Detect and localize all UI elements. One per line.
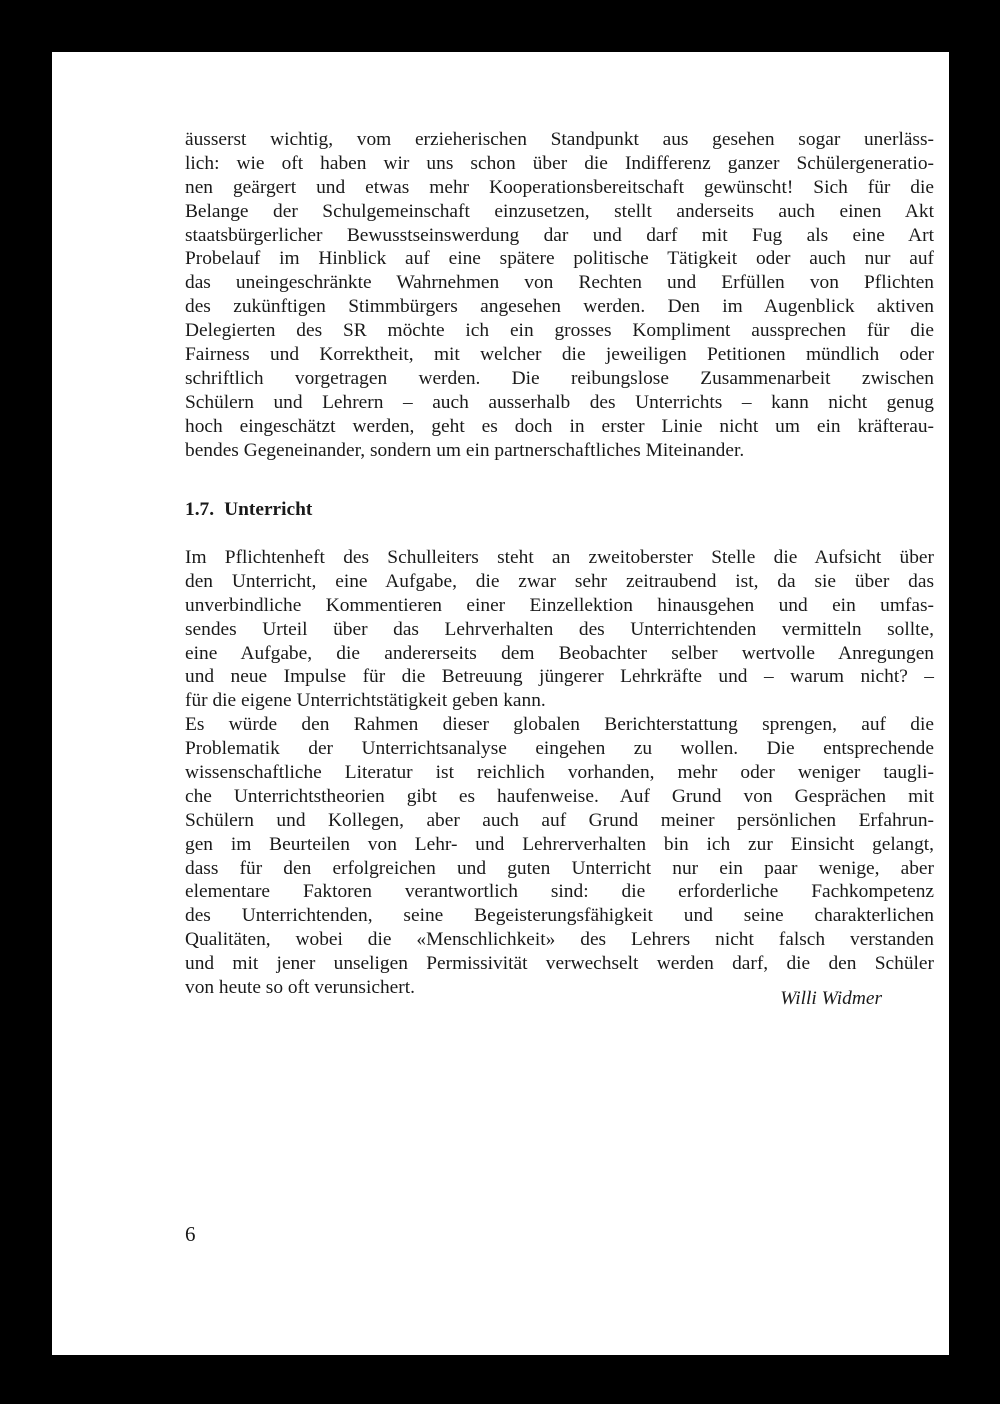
section-heading	[185, 498, 312, 522]
paragraph-line: Im Pflichtenheft des Schulleiters steht an zweitoberster Stelle die Aufsicht über	[185, 547, 934, 568]
author-signature: Willi Widmer	[780, 988, 882, 1009]
section-body	[185, 546, 934, 1000]
paragraph-line: schriftlich vorgetragen werden. Die reibungslose Zusammenarbeit zwischen	[185, 367, 934, 389]
paragraph-line: staatsbürgerlicher Bewusstseinswerdung dar und darf mit Fug als eine Art	[185, 224, 934, 246]
paragraph-line: Qualitäten, wobei die «Menschlichkeit» des Lehrers nicht falsch verstanden	[185, 929, 934, 951]
paragraph-line: und mit jener unseligen Permissivität verwechselt werden darf, die den Schüler	[185, 953, 934, 975]
paragraph-line: hoch eingeschätzt werden, geht es doch in erster Linie nicht um ein kräfterau-	[185, 415, 934, 437]
paragraph-line: gen im Beurteilen von Lehr- und Lehrerverhalten bin ich zur Einsicht gelangt,	[185, 833, 934, 855]
paragraph-line: dass für den erfolgreichen und guten Unterricht nur ein paar wenige, aber	[185, 857, 934, 879]
paragraph-line: Probelauf im Hinblick auf eine spätere politische Tätigkeit oder auch nur auf	[185, 248, 934, 270]
paragraph-line: eine Aufgabe, die andererseits dem Beobachter selber wertvolle Anregungen	[185, 642, 934, 664]
continued-paragraph	[185, 128, 934, 462]
paragraph-line: das uneingeschränkte Wahrnehmen von Rechten und Erfüllen von Pflichten	[185, 272, 934, 294]
document-page	[52, 52, 949, 1355]
paragraph-line: unverbindliche Kommentieren einer Einzellektion hinausgehen und ein umfas-	[185, 594, 934, 616]
paragraph-line: Schülern und Lehrern – auch ausserhalb des Unterrichts – kann nicht genug	[185, 391, 934, 413]
paragraph-line: äusserst wichtig, vom erzieherischen Standpunkt aus gesehen sogar unerläss-	[185, 129, 934, 150]
paragraph-line: elementare Faktoren verantwortlich sind: die erforderliche Fachkompetenz	[185, 881, 934, 903]
paragraph-line: Belange der Schulgemeinschaft einzusetzen, stellt anderseits auch einen Akt	[185, 200, 934, 222]
paragraph-line: bendes Gegeneinander, sondern um ein partnerschaftliches Miteinander.	[185, 439, 745, 461]
paragraph-line: und neue Impulse für die Betreuung jüngerer Lehrkräfte und – warum nicht? –	[185, 666, 934, 688]
section-number: 1.7.	[185, 499, 215, 520]
page-number: 6	[185, 1222, 196, 1246]
paragraph-line: den Unterricht, eine Aufgabe, die zwar sehr zeitraubend ist, da sie über das	[185, 570, 934, 592]
section-title: Unterricht	[224, 499, 313, 520]
paragraph-line: von heute so oft verunsichert.	[185, 977, 415, 999]
paragraph-line: wissenschaftliche Literatur ist reichlich vorhanden, mehr oder weniger taugli-	[185, 762, 934, 784]
paragraph-line: Es würde den Rahmen dieser globalen Berichterstattung sprengen, auf die	[185, 714, 934, 736]
paragraph-line: che Unterrichtstheorien gibt es haufenweise. Auf Grund von Gesprächen mit	[185, 785, 934, 807]
paragraph-line: Delegierten des SR möchte ich ein grosses Kompliment aussprechen für die	[185, 320, 934, 342]
paragraph-line: sendes Urteil über das Lehrverhalten des Unterrichtenden vermitteln sollte,	[185, 618, 934, 640]
paragraph-line: für die eigene Unterrichtstätigkeit geben kann.	[185, 690, 546, 712]
paragraph-line: nen geärgert und etwas mehr Kooperationsbereitschaft gewünscht! Sich für die	[185, 176, 934, 198]
paragraph-line: Fairness und Korrektheit, mit welcher die jeweiligen Petitionen mündlich oder	[185, 344, 934, 366]
paragraph-line: des zukünftigen Stimmbürgers angesehen werden. Den im Augenblick aktiven	[185, 296, 934, 318]
paragraph-line: des Unterrichtenden, seine Begeisterungsfähigkeit und seine charakterlichen	[185, 905, 934, 927]
paragraph-line: lich: wie oft haben wir uns schon über die Indifferenz ganzer Schülergeneratio-	[185, 152, 934, 174]
paragraph-line: Problematik der Unterrichtsanalyse eingehen zu wollen. Die entsprechende	[185, 738, 934, 760]
paragraph-line: Schülern und Kollegen, aber auch auf Grund meiner persönlichen Erfahrun-	[185, 809, 934, 831]
